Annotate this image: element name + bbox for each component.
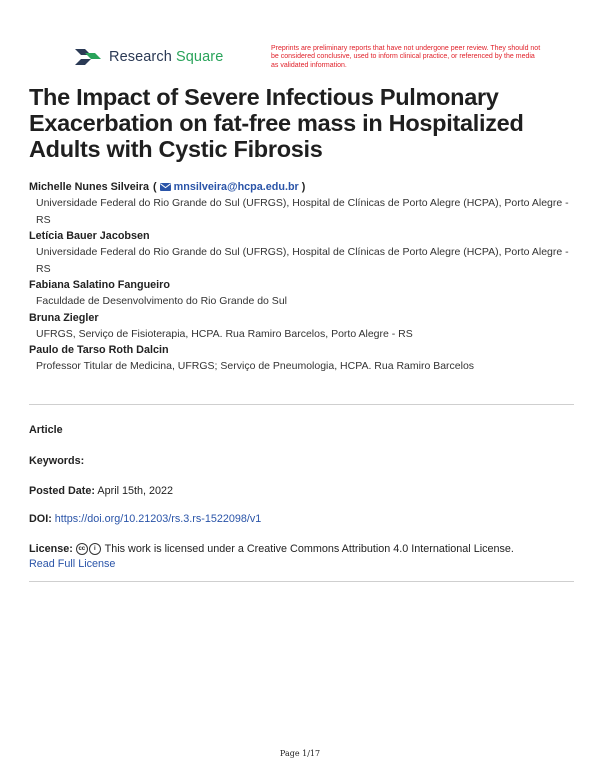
article-type: Article xyxy=(29,424,63,436)
logo-name-square: Square xyxy=(176,49,224,65)
creative-commons-icon: cc xyxy=(76,543,88,555)
author-email-group: ( mnsilveira@hcpa.edu.br ) xyxy=(153,181,306,193)
author-4 xyxy=(29,311,579,343)
author-5 xyxy=(29,343,579,375)
preprint-disclaimer: Preprints are preliminary reports that have not undergone peer review. They should not be considered conclusive, used to inform clinical practice, or referenced by the media as validated information. xyxy=(271,45,541,69)
author-affiliation: Faculdade de Desenvolvimento do Rio Grande do Sul xyxy=(36,295,287,307)
license-label: License: xyxy=(29,543,73,555)
read-full-license-link[interactable]: Read Full License xyxy=(29,558,116,570)
license xyxy=(29,542,569,572)
page-number: Page 1/17 xyxy=(279,749,321,758)
doi xyxy=(29,512,569,527)
author-affiliation: Universidade Federal do Rio Grande do Sul (UFRGS), Hospital de Clínicas de Porto Alegre (HCPA), Porto Alegre - RS xyxy=(36,197,569,226)
posted-date xyxy=(29,484,569,499)
research-square-logo[interactable] xyxy=(73,46,223,68)
logo-text xyxy=(109,49,223,65)
research-square-logo-icon xyxy=(73,46,103,68)
author-email-link[interactable]: mnsilveira@hcpa.edu.br xyxy=(173,181,299,193)
author-1 xyxy=(29,180,579,228)
author-name: Letícia Bauer Jacobsen xyxy=(29,230,150,242)
author-affiliation: Professor Titular de Medicina, UFRGS; Serviço de Pneumologia, HCPA. Rua Ramiro Barcelos xyxy=(36,360,475,372)
keywords: Keywords: xyxy=(29,455,85,467)
author-name: Fabiana Salatino Fangueiro xyxy=(29,279,170,291)
attribution-icon: i xyxy=(89,543,101,555)
author-affiliation: UFRGS, Serviço de Fisioterapia, HCPA. Rua Ramiro Barcelos, Porto Alegre - RS xyxy=(36,327,413,340)
author-affiliation: Universidade Federal do Rio Grande do Sul (UFRGS), Hospital de Clínicas de Porto Alegre (HCPA), Porto Alegre - RS xyxy=(36,246,569,275)
author-name: Bruna Ziegler xyxy=(29,311,99,324)
divider-bottom xyxy=(29,581,574,582)
author-name: Paulo de Tarso Roth Dalcin xyxy=(29,344,169,356)
author-name: Michelle Nunes Silveira xyxy=(29,181,150,193)
author-3 xyxy=(29,278,579,310)
logo-name-research: Research xyxy=(109,49,172,65)
divider-top xyxy=(29,404,574,405)
paper-title: The Impact of Severe Infectious Pulmonary Exacerbation on fat-free mass in Hospitalized Adults with Cystic Fibrosis xyxy=(29,84,524,162)
envelope-icon xyxy=(160,183,171,191)
author-list xyxy=(29,180,579,376)
doi-link[interactable]: https://doi.org/10.21203/rs.3.rs-1522098/v1 xyxy=(54,513,262,525)
license-text: This work is licensed under a Creative Commons Attribution 4.0 International License. xyxy=(104,543,514,555)
doi-label: DOI: xyxy=(29,513,52,525)
author-2 xyxy=(29,229,579,277)
posted-date-label: Posted Date: xyxy=(29,485,95,497)
posted-date-value: April 15th, 2022 xyxy=(97,485,174,497)
